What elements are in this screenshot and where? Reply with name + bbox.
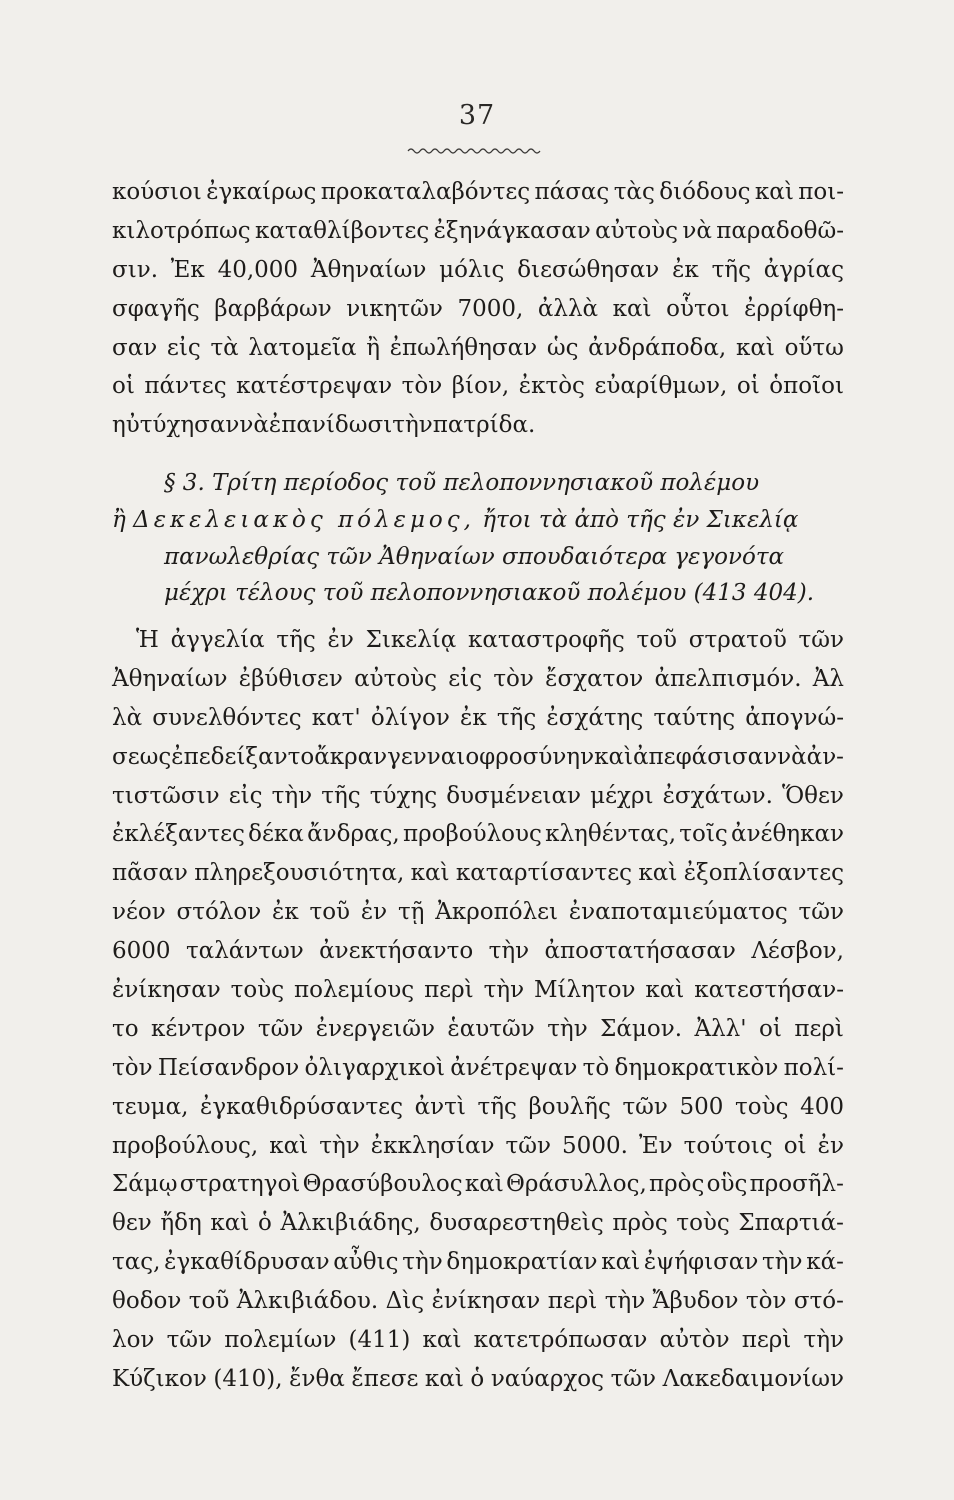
word: τῶν: [505, 1132, 551, 1159]
word: ἀγρίας: [763, 256, 844, 283]
word: λον: [112, 1327, 155, 1354]
word: τὸν: [401, 373, 443, 400]
word: τῆς: [477, 1093, 517, 1120]
word: τὰς: [613, 179, 655, 205]
word: τευμα,: [112, 1093, 189, 1120]
word: καταθλίβοντες: [255, 217, 430, 244]
word: ἀλλὰ: [537, 295, 599, 322]
word: Ἀθηναίων: [112, 665, 228, 692]
word: κέντρον: [151, 1015, 246, 1042]
word: καὶ: [612, 295, 652, 322]
word: τῆς: [711, 256, 751, 283]
word: στρατηγοὶ: [179, 1171, 301, 1198]
word: Ἀλκιβιάδης,: [280, 1210, 421, 1237]
word: Πείσανδρον: [157, 1054, 300, 1081]
word: πατρίδα.: [432, 412, 536, 439]
text-line: [112, 660, 844, 699]
word: Μίλητον: [533, 977, 636, 1004]
word: 6000: [112, 938, 171, 965]
word: τὴν: [488, 938, 530, 965]
text-line: [112, 367, 844, 406]
text-line: [112, 251, 844, 290]
word: 40,000: [217, 256, 299, 283]
word: περὶ: [547, 1288, 598, 1315]
text-line: [112, 1243, 844, 1282]
word: νὰ: [239, 412, 269, 439]
word: ἀνδράποδα,: [588, 334, 727, 361]
word: βαρβάρων: [214, 295, 332, 322]
word: κιλοτρόπως: [112, 217, 251, 244]
word: το: [112, 1015, 139, 1042]
word: τὴν: [483, 977, 525, 1004]
word: ἀπελπισμόν.: [654, 665, 802, 692]
word: ἀποστατήσασαν: [544, 938, 736, 965]
word: οὕτω: [784, 334, 844, 361]
word: ἐσχάτων.: [662, 782, 773, 809]
word: ἀν-: [806, 743, 844, 770]
word: αὐτοὺς: [354, 665, 438, 692]
word: οὗτοι: [666, 295, 730, 322]
word: τὴν: [547, 1015, 588, 1042]
word: καὶ: [601, 1249, 641, 1276]
word: ἔνθα: [289, 1365, 345, 1392]
word: Ἀκροπόλει: [435, 899, 559, 926]
word: Σάμον.: [600, 1015, 683, 1042]
word: καὶ: [594, 743, 633, 770]
word: τοῖς: [679, 821, 728, 848]
word: ἐβύθισεν: [238, 665, 343, 692]
word: Ἀθηναίων: [310, 256, 427, 283]
word: ἀπεφάσισαν: [633, 743, 778, 770]
text-line: [112, 932, 844, 971]
word: νὰ: [777, 743, 807, 770]
wavy-rule-ornament: [406, 145, 546, 157]
word: τὴν: [319, 1132, 360, 1159]
word: 500: [679, 1093, 724, 1120]
text-line: [112, 1127, 844, 1166]
word: τῶν: [610, 1365, 657, 1392]
word: (411): [348, 1327, 411, 1354]
word: στρατοῦ: [688, 627, 787, 653]
word: πᾶσαν: [112, 860, 188, 887]
word: Ἀλλ': [694, 1015, 747, 1042]
word: πολί-: [783, 1054, 844, 1081]
word: ἐσχάτης: [546, 704, 644, 731]
word: στό-: [793, 1288, 844, 1315]
word: εἰς: [166, 334, 201, 361]
word: σαν: [112, 334, 158, 361]
word: βουλῆς: [528, 1093, 611, 1120]
heading-line-3: πανωλεθρίας τῶν Ἀθηναίων σπουδαιότερα γεγονότα: [164, 544, 785, 570]
paragraph-1: [112, 173, 844, 445]
word: Ἀλ: [812, 665, 844, 692]
word: νικητῶν: [346, 295, 443, 322]
word: ἐν: [360, 899, 388, 926]
text-line: [112, 1165, 844, 1204]
word: νέον: [112, 899, 166, 926]
word: μέχρι: [590, 782, 654, 809]
word: τὸν: [112, 1054, 153, 1081]
word: τιστῶσιν: [112, 782, 220, 809]
word: ἐκτὸς: [518, 373, 585, 400]
word: καὶ: [754, 179, 794, 205]
word: τὴν: [402, 1249, 443, 1276]
word: τὸ: [582, 1054, 610, 1081]
word: συνελθόντες: [152, 704, 302, 731]
word: κατ': [311, 704, 361, 731]
word: σεως: [112, 743, 172, 770]
word: θοδον: [112, 1288, 182, 1315]
word: κατετρόπωσαν: [473, 1327, 648, 1354]
word: τὴν: [604, 1288, 646, 1315]
word: ἀντὶ: [414, 1093, 466, 1120]
word: περὶ: [741, 1327, 792, 1354]
word: οἱ: [736, 373, 760, 400]
text-line: [112, 1282, 844, 1321]
word: τῶν: [798, 899, 844, 926]
word: 5000.: [562, 1132, 628, 1159]
word: καὶ: [410, 860, 450, 887]
text-line: [112, 1049, 844, 1088]
word: οὓς: [706, 1171, 748, 1198]
word: προκαταλαβόντες: [320, 179, 531, 205]
word: καὶ: [269, 1132, 309, 1159]
word: τας,: [112, 1249, 161, 1276]
word: κληθέντας,: [545, 821, 677, 848]
word: ἐκ: [460, 704, 487, 731]
word: εἰς: [228, 782, 263, 809]
text-line: [112, 406, 844, 445]
word: τῇ: [397, 899, 425, 926]
word: κούσιοι: [112, 179, 202, 205]
text-line: [112, 1360, 844, 1399]
word: ὀλίγον: [370, 704, 450, 731]
heading-prefix: ἢ: [112, 507, 126, 533]
word: 400: [800, 1093, 844, 1120]
word: θεν: [112, 1210, 152, 1237]
page-number: 37: [458, 100, 496, 131]
word: κατέστρεψαν: [236, 373, 393, 400]
word: δημοκρατίαν: [446, 1249, 598, 1276]
word: τῆς: [276, 627, 316, 653]
word: πολεμίους: [294, 977, 415, 1004]
word: γενναιοφροσύνην: [387, 743, 595, 770]
word: διόδους: [659, 179, 751, 205]
text-line: [112, 1321, 844, 1360]
paragraph-2: [112, 621, 844, 1399]
word: κατεστήσαν-: [694, 977, 844, 1004]
word: ὀλιγαρχικοὶ: [304, 1054, 445, 1081]
word: παραδοθῶ-: [716, 217, 844, 244]
word: ὁ: [470, 1365, 485, 1392]
word: Σπαρτιά-: [738, 1210, 844, 1237]
word: τοῦ: [309, 899, 351, 926]
word: οἱ: [112, 373, 135, 400]
word: ἔσχατον: [545, 665, 644, 692]
word: τῶν: [166, 1327, 213, 1354]
word: πληρεξουσιότητα,: [194, 860, 405, 887]
word: εἰς: [448, 665, 483, 692]
word: καὶ: [735, 334, 775, 361]
word: τοὺς: [230, 977, 285, 1004]
word: λὰ: [112, 704, 143, 731]
word: τοὺς: [676, 1210, 730, 1237]
text-line: [112, 212, 844, 251]
word: σφαγῆς: [112, 295, 200, 322]
word: ταύτης: [653, 704, 736, 731]
heading-line-2: [112, 505, 798, 535]
word: καὶ: [422, 1327, 462, 1354]
word: πάντες: [144, 373, 227, 400]
word: (410),: [213, 1365, 283, 1392]
text-line: [112, 777, 844, 816]
word: καὶ: [210, 1210, 250, 1237]
word: Ἡ: [136, 627, 159, 653]
word: Ἀλκιβιάδου.: [236, 1288, 379, 1315]
word: περὶ: [794, 1015, 844, 1042]
word: αὐτὸν: [659, 1327, 730, 1354]
word: τῶν: [257, 1015, 304, 1042]
word: προβούλους: [402, 821, 542, 848]
word: Λακεδαιμονίων: [662, 1365, 844, 1392]
word: λατομεῖα: [248, 334, 357, 361]
text-line: [112, 1010, 844, 1049]
word: δημοκρατικὸν: [614, 1054, 779, 1081]
word: ἢ: [366, 334, 380, 361]
word: ἐναποταμιεύματος: [568, 899, 788, 926]
text-line: [112, 971, 844, 1010]
word: ἐν: [817, 1132, 844, 1159]
word: προβούλους,: [112, 1132, 259, 1159]
word: καὶ: [424, 1365, 464, 1392]
text-line: [112, 329, 844, 368]
word: οἱ: [759, 1015, 782, 1042]
word: τῆς: [496, 704, 537, 731]
word: κά-: [806, 1249, 844, 1276]
word: Ἐν: [638, 1132, 673, 1159]
word: Κύζικον: [112, 1365, 207, 1392]
word: βίον,: [451, 373, 510, 400]
word: καταστροφῆς: [468, 627, 625, 653]
word: ἄνδρας,: [307, 821, 400, 848]
word: τὰ: [210, 334, 239, 361]
word: πρὸς: [612, 1210, 668, 1237]
word: 7000,: [457, 295, 524, 322]
text-line: [112, 893, 844, 932]
heading-war-name: Δεκελειακὸς πόλεμος,: [133, 507, 475, 533]
word: τοῦ: [188, 1288, 230, 1315]
text-line: [112, 699, 844, 738]
word: ἐκ: [271, 899, 299, 926]
word: τὴν: [271, 782, 313, 809]
word: τὴν: [803, 1327, 844, 1354]
word: οἱ: [783, 1132, 807, 1159]
word: Σικελίᾳ: [365, 627, 457, 653]
word: ἐκ: [672, 256, 699, 283]
word: τύχης: [369, 782, 438, 809]
word: καὶ: [638, 860, 678, 887]
text-line: [112, 1204, 844, 1243]
word: τῶν: [622, 1093, 668, 1120]
word: αὐτοὺς: [595, 217, 679, 244]
word: ἑαυτῶν: [447, 1015, 535, 1042]
word: τούτοις: [683, 1132, 773, 1159]
word: ἐξηνάγκασαν: [433, 217, 591, 244]
word: Ὅθεν: [782, 782, 844, 809]
word: ὁ: [257, 1210, 272, 1237]
word: ἐν: [327, 627, 354, 653]
word: πολεμίων: [224, 1327, 337, 1354]
heading-line-1: § 3. Τρίτη περίοδος τοῦ πελοποννησιακοῦ πολέμου: [164, 470, 760, 496]
word: διεσώθησαν: [517, 256, 660, 283]
word: πάσας: [534, 179, 610, 205]
word: ἀγγελία: [170, 627, 265, 653]
word: ἐγκαθιδρύσαντες: [200, 1093, 403, 1120]
word: ἐπεδείξαντο: [171, 743, 315, 770]
word: δέκα: [248, 821, 304, 848]
word: τῆς: [321, 782, 361, 809]
word: ἐρρίφθη-: [744, 295, 844, 322]
word: ἐπωλήθησαν: [389, 334, 538, 361]
word: ἐγκαθίδρυσαν: [164, 1249, 330, 1276]
text-line: [112, 738, 844, 777]
word: Ἐκ: [170, 256, 205, 283]
word: καὶ: [645, 977, 685, 1004]
word: ἐγκαίρως: [206, 179, 317, 205]
word: ἀνέθηκαν: [731, 821, 844, 848]
text-line: [112, 1088, 844, 1127]
word: ἐνεργειῶν: [315, 1015, 435, 1042]
word: Θρασύβουλος: [302, 1171, 463, 1198]
word: σιν.: [112, 256, 159, 283]
word: τὸν: [493, 665, 534, 692]
word: ἤδη: [160, 1210, 202, 1237]
word: ἐκλέξαντες: [112, 821, 245, 848]
word: καὶ: [464, 1171, 504, 1198]
word: ἀνέτρεψαν: [450, 1054, 578, 1081]
word: ποι-: [798, 179, 844, 205]
word: ἔπεσε: [351, 1365, 419, 1392]
word: ταλάντων: [185, 938, 304, 965]
word: ναύαρχος: [490, 1365, 605, 1392]
word: καταρτίσαντες: [455, 860, 633, 887]
word: τὴν: [762, 1249, 803, 1276]
word: προσῆλ-: [749, 1171, 844, 1198]
word: περὶ: [424, 977, 474, 1004]
word: Ἄβυδον: [652, 1288, 739, 1315]
word: τὴν: [392, 412, 433, 439]
text-line: [112, 854, 844, 893]
word: αὖθις: [333, 1249, 399, 1276]
word: ὡς: [546, 334, 579, 361]
word: δυσμένειαν: [446, 782, 582, 809]
word: ἐνίκησαν: [112, 977, 221, 1004]
text-line: [112, 621, 844, 660]
heading-line-4: μέχρι τέλους τοῦ πελοποννησιακοῦ πολέμου (413 404).: [164, 580, 815, 606]
word: ὁποῖοι: [769, 373, 844, 400]
word: ἐπανίδωσι: [268, 412, 393, 439]
word: στόλον: [176, 899, 262, 926]
word: εὐαρίθμων,: [594, 373, 728, 400]
word: δυσαρεστηθεὶς: [429, 1210, 604, 1237]
word: ἀνεκτήσαντο: [319, 938, 474, 965]
word: Δὶς: [385, 1288, 425, 1315]
word: ἐψήφισαν: [643, 1249, 759, 1276]
word: ἐνίκησαν: [431, 1288, 541, 1315]
heading-rest: ἤτοι τὰ ἀπὸ τῆς ἐν Σικελίᾳ: [482, 507, 799, 533]
word: τὸν: [745, 1288, 787, 1315]
word: ἄκραν: [314, 743, 388, 770]
word: τῶν: [798, 627, 844, 653]
word: νὰ: [682, 217, 712, 244]
word: ηὐτύχησαν: [112, 412, 240, 439]
text-line: [112, 815, 844, 854]
word: ἐξοπλίσαντες: [683, 860, 844, 887]
word: τοὺς: [735, 1093, 789, 1120]
word: Σάμῳ: [112, 1171, 178, 1198]
word: ἐκκλησίαν: [370, 1132, 495, 1159]
word: τοῦ: [636, 627, 678, 653]
text-line: [112, 290, 844, 329]
word: Λέσβον,: [751, 938, 844, 965]
word: Θράσυλλος,: [506, 1171, 647, 1198]
word: ἀπογνώ-: [745, 704, 844, 731]
text-line: [112, 173, 844, 212]
word: μόλις: [439, 256, 505, 283]
word: πρὸς: [649, 1171, 705, 1198]
